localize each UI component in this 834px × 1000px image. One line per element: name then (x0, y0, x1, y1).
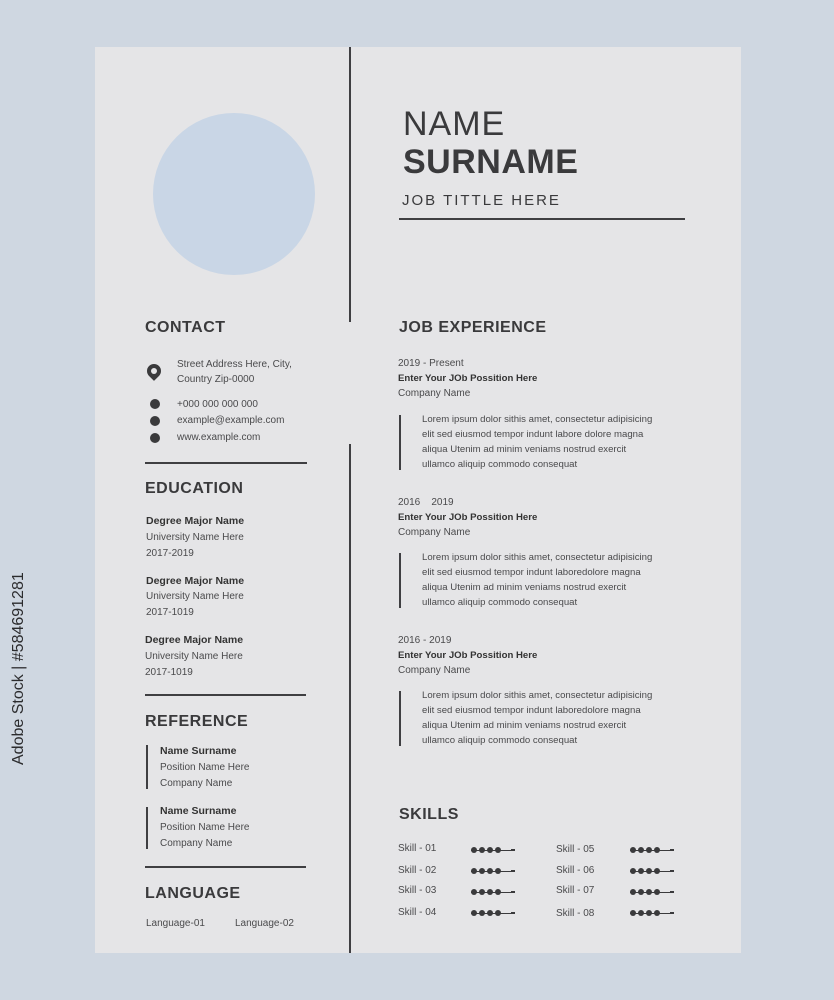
job-title: JOB TITTLE HERE (402, 192, 561, 209)
skill-rating (471, 909, 515, 917)
skill-label: Skill - 03 (398, 885, 437, 896)
center-divider-top (349, 47, 351, 322)
address-line1: Street Address Here, City, (177, 359, 292, 370)
reference-bar (146, 745, 148, 789)
skill-label: Skill - 05 (556, 844, 595, 855)
skill-rating (630, 846, 674, 854)
exp-company: Company Name (398, 388, 471, 399)
skill-dot (630, 910, 636, 916)
resume-page (95, 47, 741, 953)
exp-years: 2019 - Present (398, 358, 464, 369)
exp-years: 2016 - 2019 (398, 635, 452, 646)
skill-dot (630, 889, 636, 895)
language-item: Language-01 (146, 918, 205, 929)
exp-bar (399, 553, 401, 608)
center-divider-bottom (349, 444, 351, 953)
skill-dot (479, 889, 485, 895)
skill-dot (487, 910, 493, 916)
edu-years: 2017-2019 (146, 548, 194, 559)
stock-watermark: Adobe Stock | #584691281 (10, 572, 27, 765)
first-name: NAME (403, 105, 506, 143)
profile-photo-placeholder (153, 113, 315, 275)
edu-university: University Name Here (145, 651, 243, 662)
header-underline (399, 218, 685, 220)
skill-dot (646, 910, 652, 916)
skill-dot (646, 889, 652, 895)
skill-dot (638, 847, 644, 853)
skill-dot (471, 868, 477, 874)
exp-company: Company Name (398, 527, 471, 538)
skill-label: Skill - 07 (556, 885, 595, 896)
ref-position: Position Name Here (160, 822, 250, 833)
skill-label: Skill - 01 (398, 843, 437, 854)
exp-bar (399, 415, 401, 470)
skill-dot (495, 847, 501, 853)
ref-name: Name Surname (160, 745, 237, 757)
skill-rating (471, 846, 515, 854)
skill-rating (471, 888, 515, 896)
skill-dot (654, 889, 660, 895)
skill-dot (654, 868, 660, 874)
edu-degree: Degree Major Name (145, 634, 244, 646)
ref-company: Company Name (160, 778, 233, 789)
skill-dot (630, 868, 636, 874)
skill-dot (638, 868, 644, 874)
reference-title: REFERENCE (145, 713, 249, 730)
exp-description: Lorem ipsum dolor sithis amet, consectetur adipisicing elit sed eiusmod tempor indunt laboredolore magna aliqua Utenim ad minim veniams nostrud exercit ullamco aliquip commodo consequat (422, 690, 653, 746)
contact-divider (145, 462, 307, 464)
skill-dot (495, 910, 501, 916)
skill-rating (630, 888, 674, 896)
exp-position: Enter Your JOb Possition Here (398, 650, 538, 661)
location-icon (144, 361, 164, 381)
skill-dot (479, 910, 485, 916)
language-title: LANGUAGE (145, 885, 241, 902)
skill-dot (646, 847, 652, 853)
exp-position: Enter Your JOb Possition Here (398, 512, 538, 523)
skill-label: Skill - 08 (556, 908, 595, 919)
skill-dot (654, 847, 660, 853)
edu-university: University Name Here (146, 591, 244, 602)
web-icon (150, 433, 160, 443)
skill-rating (471, 867, 515, 875)
education-divider (145, 694, 306, 696)
exp-company: Company Name (398, 665, 471, 676)
exp-bar (399, 691, 401, 746)
skill-dot (471, 889, 477, 895)
exp-years: 2016 2019 (398, 497, 454, 508)
ref-company: Company Name (160, 838, 233, 849)
skills-title: SKILLS (399, 806, 459, 823)
skill-dot (495, 889, 501, 895)
surname: SURNAME (403, 143, 579, 181)
email-icon (150, 416, 160, 426)
skill-rating (630, 909, 674, 917)
edu-years: 2017-1019 (145, 667, 193, 678)
skill-dot (471, 847, 477, 853)
skill-dot (630, 847, 636, 853)
exp-description: Lorem ipsum dolor sithis amet, consectetur adipisicing elit sed eiusmod tempor indunt labore dolore magna aliqua Utenim ad minim veniams nostrud exercit ullamco aliquip commodo consequat (422, 414, 653, 470)
ref-position: Position Name Here (160, 762, 250, 773)
contact-title: CONTACT (145, 319, 226, 336)
skill-label: Skill - 02 (398, 865, 437, 876)
skill-dot (495, 868, 501, 874)
email: example@example.com (177, 415, 285, 426)
skill-dot (646, 868, 652, 874)
ref-name: Name Surname (160, 805, 237, 817)
skill-dot (479, 868, 485, 874)
edu-degree: Degree Major Name (146, 575, 245, 587)
skill-dot (654, 910, 660, 916)
language-item: Language-02 (235, 918, 294, 929)
skill-label: Skill - 04 (398, 907, 437, 918)
skill-dot (487, 889, 493, 895)
address-line2: Country Zip-0000 (177, 374, 255, 385)
skill-dot (479, 847, 485, 853)
reference-bar (146, 807, 148, 849)
website: www.example.com (177, 432, 261, 443)
edu-degree: Degree Major Name (146, 515, 245, 527)
edu-years: 2017-1019 (146, 607, 194, 618)
reference-divider (145, 866, 306, 868)
skill-rating (630, 867, 674, 875)
skill-dot (487, 868, 493, 874)
skill-dot (638, 889, 644, 895)
education-title: EDUCATION (145, 480, 244, 497)
phone: +000 000 000 000 (177, 399, 258, 410)
exp-description: Lorem ipsum dolor sithis amet, consectetur adipisicing elit sed eiusmod tempor indunt laboredolore magna aliqua Utenim ad minim veniams nostrud exercit ullamco aliquip commodo consequat (422, 552, 653, 608)
skill-dot (487, 847, 493, 853)
skill-dot (471, 910, 477, 916)
skill-dot (638, 910, 644, 916)
skill-label: Skill - 06 (556, 865, 595, 876)
edu-university: University Name Here (146, 532, 244, 543)
exp-position: Enter Your JOb Possition Here (398, 373, 538, 384)
phone-icon (150, 399, 160, 409)
experience-title: JOB EXPERIENCE (399, 319, 547, 336)
